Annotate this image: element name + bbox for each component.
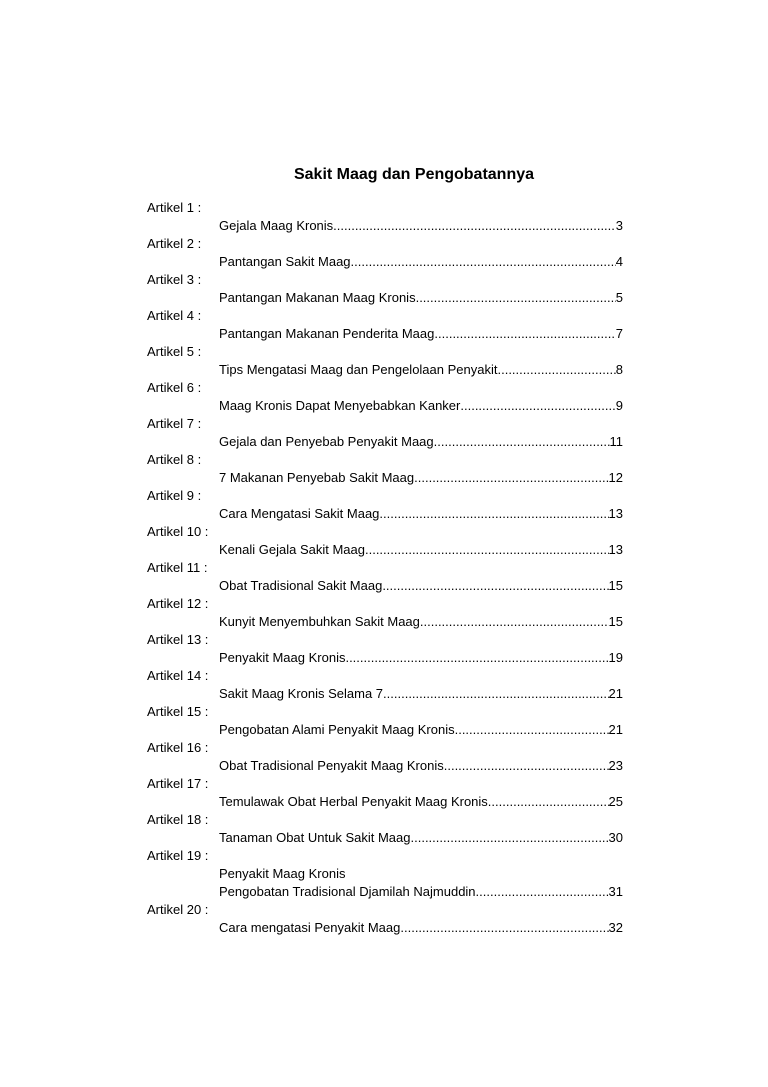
dot-leader	[455, 721, 609, 739]
toc-article	[147, 775, 623, 811]
toc-article	[147, 271, 623, 307]
dot-leader	[383, 685, 609, 703]
toc-entry	[219, 253, 623, 271]
toc-entry	[219, 433, 623, 451]
dot-leader	[497, 361, 615, 379]
dot-leader	[382, 577, 608, 595]
toc-article	[147, 901, 623, 937]
article-label: Artikel 3 :	[147, 272, 202, 287]
toc-article	[147, 343, 623, 379]
toc-article	[147, 307, 623, 343]
toc-entry	[219, 577, 623, 595]
toc-article	[147, 559, 623, 595]
dot-leader	[345, 649, 608, 667]
page-number: 21	[608, 722, 623, 737]
toc-article	[147, 739, 623, 775]
page-number: 11	[609, 434, 623, 449]
toc-entry	[219, 919, 623, 937]
page-number: 8	[615, 362, 623, 377]
toc-entry	[219, 361, 623, 379]
entry-title: Pantangan Makanan Penderita Maag	[219, 326, 435, 341]
dot-leader	[351, 253, 616, 271]
toc-entry	[219, 721, 623, 739]
entry-title: Maag Kronis Dapat Menyebabkan Kanker	[219, 398, 461, 413]
entry-title: Cara Mengatasi Sakit Maag	[219, 506, 380, 521]
page-number: 13	[608, 506, 623, 521]
dot-leader	[416, 289, 616, 307]
toc-article	[147, 199, 623, 235]
table-of-contents	[147, 199, 623, 937]
toc-article	[147, 667, 623, 703]
toc-entry	[219, 469, 623, 487]
article-label: Artikel 19 :	[147, 848, 209, 863]
dot-leader	[434, 433, 610, 451]
dot-leader	[411, 829, 609, 847]
toc-article	[147, 451, 623, 487]
dot-leader	[444, 757, 609, 775]
article-label: Artikel 8 :	[147, 452, 202, 467]
entry-title: Tanaman Obat Untuk Sakit Maag	[219, 830, 411, 845]
article-label: Artikel 1 :	[147, 200, 202, 215]
toc-article	[147, 703, 623, 739]
article-label: Artikel 13 :	[147, 632, 209, 647]
page-number: 19	[608, 650, 623, 665]
entry-title: 7 Makanan Penyebab Sakit Maag	[219, 470, 415, 485]
page-number: 7	[615, 326, 623, 341]
entry-title: Kunyit Menyembuhkan Sakit Maag	[219, 614, 420, 629]
entry-title: Obat Tradisional Penyakit Maag Kronis	[219, 758, 444, 773]
page-number: 3	[615, 218, 623, 233]
entry-title: Penyakit Maag Kronis	[219, 650, 346, 665]
entry-title: Pantangan Makanan Maag Kronis	[219, 290, 416, 305]
article-label: Artikel 16 :	[147, 740, 209, 755]
article-label: Artikel 20 :	[147, 902, 209, 917]
article-label: Artikel 18 :	[147, 812, 209, 827]
page-number: 15	[608, 614, 623, 629]
dot-leader	[333, 217, 616, 235]
dot-leader	[420, 613, 609, 631]
article-label: Artikel 5 :	[147, 344, 202, 359]
article-label: Artikel 7 :	[147, 416, 202, 431]
toc-entry	[219, 289, 623, 307]
article-label: Artikel 11 :	[147, 560, 208, 575]
toc-article	[147, 811, 623, 847]
article-label: Artikel 15 :	[147, 704, 209, 719]
entry-title: Sakit Maag Kronis Selama 7	[219, 686, 384, 701]
toc-article	[147, 847, 623, 901]
entry-title: Tips Mengatasi Maag dan Pengelolaan Penyakit	[219, 362, 498, 377]
toc-entry	[219, 793, 623, 811]
article-label: Artikel 6 :	[147, 380, 202, 395]
article-label: Artikel 2 :	[147, 236, 202, 251]
toc-entry	[219, 325, 623, 343]
article-label: Artikel 12 :	[147, 596, 209, 611]
article-label: Artikel 17 :	[147, 776, 209, 791]
article-label: Artikel 4 :	[147, 308, 202, 323]
page-number: 4	[615, 254, 623, 269]
toc-entry	[219, 217, 623, 235]
article-label: Artikel 14 :	[147, 668, 209, 683]
page-title: Sakit Maag dan Pengobatannya	[293, 166, 535, 183]
toc-entry	[219, 757, 623, 775]
toc-entry	[219, 829, 623, 847]
toc-article	[147, 595, 623, 631]
page-number: 15	[608, 578, 623, 593]
article-label: Artikel 9 :	[147, 488, 202, 503]
page-number: 21	[608, 686, 623, 701]
entry-title: Pengobatan Alami Penyakit Maag Kronis	[219, 722, 455, 737]
dot-leader	[379, 505, 608, 523]
entry-title: Kenali Gejala Sakit Maag	[219, 542, 365, 557]
page-number: 31	[608, 884, 623, 899]
entry-title: Gejala dan Penyebab Penyakit Maag	[219, 434, 434, 449]
toc-article	[147, 487, 623, 523]
entry-title: Penyakit Maag Kronis	[219, 866, 346, 881]
dot-leader	[460, 397, 615, 415]
toc-article	[147, 631, 623, 667]
dot-leader	[365, 541, 609, 559]
toc-entry	[219, 613, 623, 631]
entry-title: Temulawak Obat Herbal Penyakit Maag Kronis	[219, 794, 488, 809]
dot-leader	[488, 793, 609, 811]
entry-title: Pengobatan Tradisional Djamilah Najmuddin	[219, 884, 476, 899]
article-label: Artikel 10 :	[147, 524, 209, 539]
dot-leader	[476, 883, 609, 901]
toc-entry	[219, 397, 623, 415]
toc-article	[147, 523, 623, 559]
page-number: 13	[608, 542, 623, 557]
page-number: 9	[615, 398, 623, 413]
toc-entry	[219, 541, 623, 559]
toc-article	[147, 415, 623, 451]
page-number: 32	[608, 920, 623, 935]
page-number: 25	[608, 794, 623, 809]
entry-title: Cara mengatasi Penyakit Maag	[219, 920, 401, 935]
toc-article	[147, 379, 623, 415]
dot-leader	[434, 325, 615, 343]
toc-entry	[219, 883, 623, 901]
dot-leader	[400, 919, 608, 937]
page-number: 30	[608, 830, 623, 845]
page-number: 23	[608, 758, 623, 773]
entry-title: Pantangan Sakit Maag	[219, 254, 351, 269]
page-number: 5	[615, 290, 623, 305]
entry-title: Gejala Maag Kronis	[219, 218, 334, 233]
dot-leader	[414, 469, 608, 487]
toc-entry	[219, 865, 623, 883]
toc-article	[147, 235, 623, 271]
entry-title: Obat Tradisional Sakit Maag	[219, 578, 383, 593]
toc-entry	[219, 649, 623, 667]
toc-entry	[219, 505, 623, 523]
page-number: 12	[608, 470, 623, 485]
toc-entry	[219, 685, 623, 703]
